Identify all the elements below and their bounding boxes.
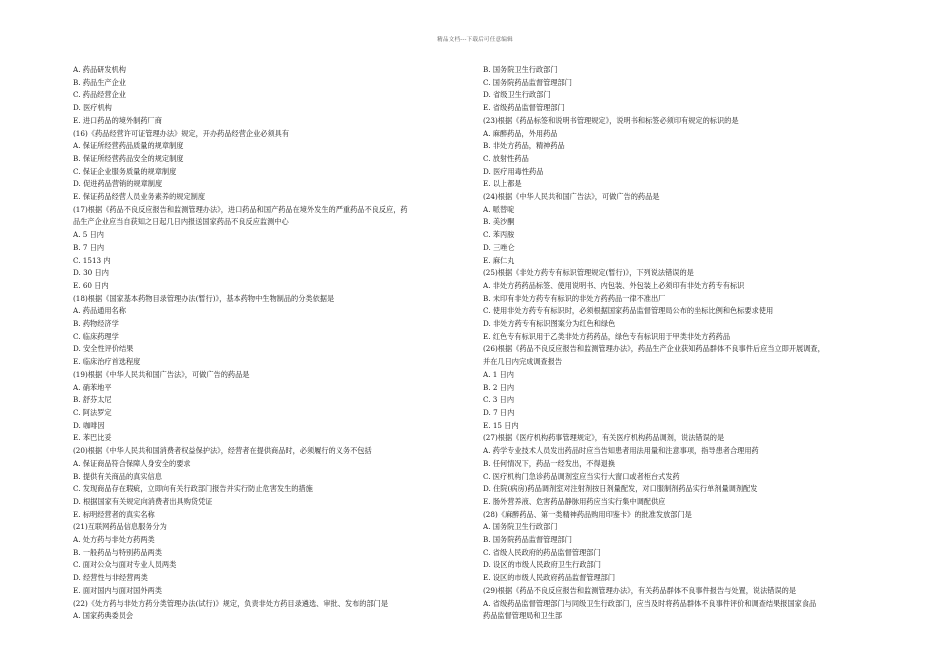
right-column-line: (24)根据《中华人民共和国广告法》，可做广告的药品是 — [483, 192, 660, 202]
left-column-line: B. 提供有关商品的真实信息 — [73, 471, 162, 481]
left-column-line: E. 保证药品经营人员业务素养的规定制度 — [73, 192, 206, 202]
right-column-line: E. 省级药品监督管理部门 — [483, 103, 565, 113]
left-column-line: B. 7 日内 — [73, 242, 105, 252]
right-column-line: 并在几日内完成调查报告 — [483, 357, 563, 367]
left-column-line: D. 咖啡因 — [73, 420, 105, 430]
right-column-line: A. 麻醉药品，外用药品 — [483, 128, 558, 138]
left-column-line: E. 60 日内 — [73, 280, 109, 290]
right-column-line: B. 任何情况下，药品一经发出，不得退换 — [483, 458, 616, 468]
left-column-line: B. 舒芬太尼 — [73, 395, 112, 405]
left-column-line: D. 促进药品营销的规章制度 — [73, 179, 163, 189]
right-column-line: C. 3 日内 — [483, 395, 515, 405]
right-column-line: E. 15 日内 — [483, 420, 519, 430]
left-column-line: (16)《药品经营许可证管理办法》规定，开办药品经营企业必须具有 — [73, 128, 290, 138]
left-column-line: A. 药品研发机构 — [73, 65, 126, 74]
right-column-line: E. 麻仁丸 — [483, 255, 515, 265]
left-column-line: (20)根据《中华人民共和国消费者权益保护法》，经营者在提供商品时，必须履行的义务不包括 — [73, 446, 372, 456]
left-column-line: (22)《处方药与非处方药分类管理办法(试行)》规定，负责非处方药目录遴选、审批、发布的部门是 — [73, 598, 389, 608]
right-column-line: C. 使用非处方药专有标识时，必须根据国家药品监督管理局公布的坐标比例和色标要求使用 — [483, 306, 774, 316]
left-column-line: B. 药品生产企业 — [73, 77, 126, 87]
left-column-line: 品生产企业应当自获知之日起几日内报送国家药品不良反应监测中心 — [73, 217, 289, 227]
left-column-line: D. 30 日内 — [73, 268, 109, 278]
left-column-line: D. 根据国家有关规定向消费者出具购货凭证 — [73, 496, 213, 506]
right-column-line: A. 1 日内 — [483, 369, 514, 379]
right-column-line: B. 未印有非处方药专有标识的非处方药药品一律不准出厂 — [483, 293, 666, 303]
left-column-line: D. 医疗机构 — [73, 103, 112, 113]
left-column-line: C. 保证企业服务质量的规章制度 — [73, 166, 177, 176]
right-column-line: B. 美沙酮 — [483, 217, 515, 227]
right-column-line: A. 非处方药药品标签、使用说明书、内包装、外包装上必须印有非处方药专有标识 — [483, 280, 745, 290]
right-column-line: E. 红色专有标识用于乙类非处方药药品，绿色专有标识用于甲类非处方药药品 — [483, 331, 731, 341]
right-column-line: A. 哌替啶 — [483, 204, 515, 214]
right-column-line: (28)《麻醉药品、第一类精神药品购用印鉴卡》的批准发放部门是 — [483, 509, 692, 519]
left-column-line: C. 临床药理学 — [73, 331, 119, 341]
right-column-line: B. 国务院卫生行政部门 — [483, 65, 558, 74]
left-column-line: D. 安全性评价结果 — [73, 344, 134, 354]
right-column-line: (29)根据《药品不良反应报告和监测管理办法》，有关药品群体不良事件报告与处置，说法错误的是 — [483, 585, 797, 595]
left-column-line: C. 发现商品存在瑕疵，立即向有关行政部门报告并实行防止危害发生的措施 — [73, 484, 313, 494]
left-column-line: B. 药物经济学 — [73, 319, 119, 329]
left-column-line: (21)互联网药品信息服务分为 — [73, 522, 167, 532]
right-column-line: C. 国务院药品监督管理部门 — [483, 77, 572, 87]
left-column-line: C. 阿法罗定 — [73, 407, 112, 417]
left-column-line: B. 一般药品与特别药品两类 — [73, 547, 162, 557]
right-column-line: E. 以上都是 — [483, 179, 522, 189]
right-column-line: D. 住院(病房)药品调剂室对注射剂按日剂量配发，对口服制剂药品实行单剂量调剂配发 — [483, 484, 758, 494]
left-column-line: A. 保证商品符合保障人身安全的要求 — [73, 458, 191, 468]
right-column-line: A. 省级药品监督管理部门与同级卫生行政部门，应当及时将药品群体不良事件评价和调查结果报国家食品 — [483, 598, 817, 608]
left-column-line: (18)根据《国家基本药物目录管理办法(暂行)》，基本药物中生物制品的分类依据是 — [73, 293, 335, 303]
right-column-line: 药品监督管理局和卫生部 — [483, 611, 563, 621]
left-column-line: A. 处方药与非处方药两类 — [73, 535, 155, 545]
right-column-line: B. 国务院药品监督管理部门 — [483, 535, 572, 545]
right-column-line: D. 医疗用毒性药品 — [483, 166, 544, 176]
right-column-line: (27)根据《医疗机构药事管理规定》，有关医疗机构药品调剂，说法错误的是 — [483, 433, 725, 443]
right-column-line: C. 放射性药品 — [483, 153, 529, 163]
right-column-line: D. 非处方药专有标识图案分为红色和绿色 — [483, 319, 616, 329]
left-column-line: A. 保证所经营药品质量的规章制度 — [73, 141, 184, 151]
left-column-line: E. 面对国内与面对国外两类 — [73, 585, 162, 595]
right-column-line: E. 设区的市级人民政府药品监督管理部门 — [483, 573, 616, 583]
right-column-line: (25)根据《非处方药专有标识管理规定(暂行)》，下列说法错误的是 — [483, 268, 694, 278]
left-column-line: C. 面对公众与面对专业人员两类 — [73, 560, 177, 570]
left-column-line: C. 1513 内 — [73, 255, 111, 265]
left-column — [73, 64, 473, 623]
left-column-line: D. 经营性与非经营两类 — [73, 573, 148, 583]
page-header: 精品文档---下载后可任意编辑 — [437, 37, 513, 43]
left-column-line: E. 临床治疗首选程度 — [73, 357, 141, 367]
right-column-line: D. 省级卫生行政部门 — [483, 90, 551, 100]
left-column-line: C. 药品经营企业 — [73, 90, 126, 100]
left-column-line: E. 进口药品的境外制药厂商 — [73, 115, 162, 125]
right-column-line: D. 三唑仑 — [483, 242, 515, 252]
left-column-line: B. 保证所经营药品安全的规定制度 — [73, 153, 184, 163]
right-column-line: D. 设区的市级人民政府卫生行政部门 — [483, 560, 601, 570]
right-column-line: A. 药学专业技术人员发出药品时应当告知患者用法用量和注意事项，指导患者合理用药 — [483, 446, 759, 456]
right-column-line: C. 省级人民政府的药品监督管理部门 — [483, 547, 601, 557]
left-column-line: (17)根据《药品不良反应报告和监测管理办法》，进口药品和国产药品在境外发生的严重药品不良反应，药 — [73, 204, 408, 214]
right-column-line: B. 2 日内 — [483, 382, 515, 392]
left-column-line: A. 5 日内 — [73, 230, 104, 240]
right-column-line: B. 非处方药品，精神药品 — [483, 141, 565, 151]
left-column-line: A. 硝苯地平 — [73, 382, 112, 392]
right-column-line: E. 肠外营养液、危害药品静脉用药应当实行集中调配供应 — [483, 496, 666, 506]
left-column-line: (19)根据《中华人民共和国广告法》，可做广告的药品是 — [73, 369, 250, 379]
right-column-line: (26)根据《药品不良反应报告和监测管理办法》，药品生产企业获知药品群体不良事件后应当立即开展调查， — [483, 344, 825, 354]
left-column-line: E. 标明经营者的真实名称 — [73, 509, 155, 519]
right-column — [483, 64, 883, 623]
right-column-line: A. 国务院卫生行政部门 — [483, 522, 558, 532]
right-column-line: (23)根据《药品标签和说明书管理规定》，说明书和标签必须印有规定的标识的是 — [483, 115, 739, 125]
right-column-line: C. 苯丙胺 — [483, 230, 515, 240]
left-column-line: A. 药品通用名称 — [73, 306, 126, 316]
right-column-line: C. 医疗机构门急诊药品调剂室应当实行大窗口或者柜台式发药 — [483, 471, 680, 481]
left-column-line: E. 苯巴比妥 — [73, 433, 112, 443]
left-column-line: A. 国家药典委员会 — [73, 611, 134, 621]
right-column-line: D. 7 日内 — [483, 407, 515, 417]
